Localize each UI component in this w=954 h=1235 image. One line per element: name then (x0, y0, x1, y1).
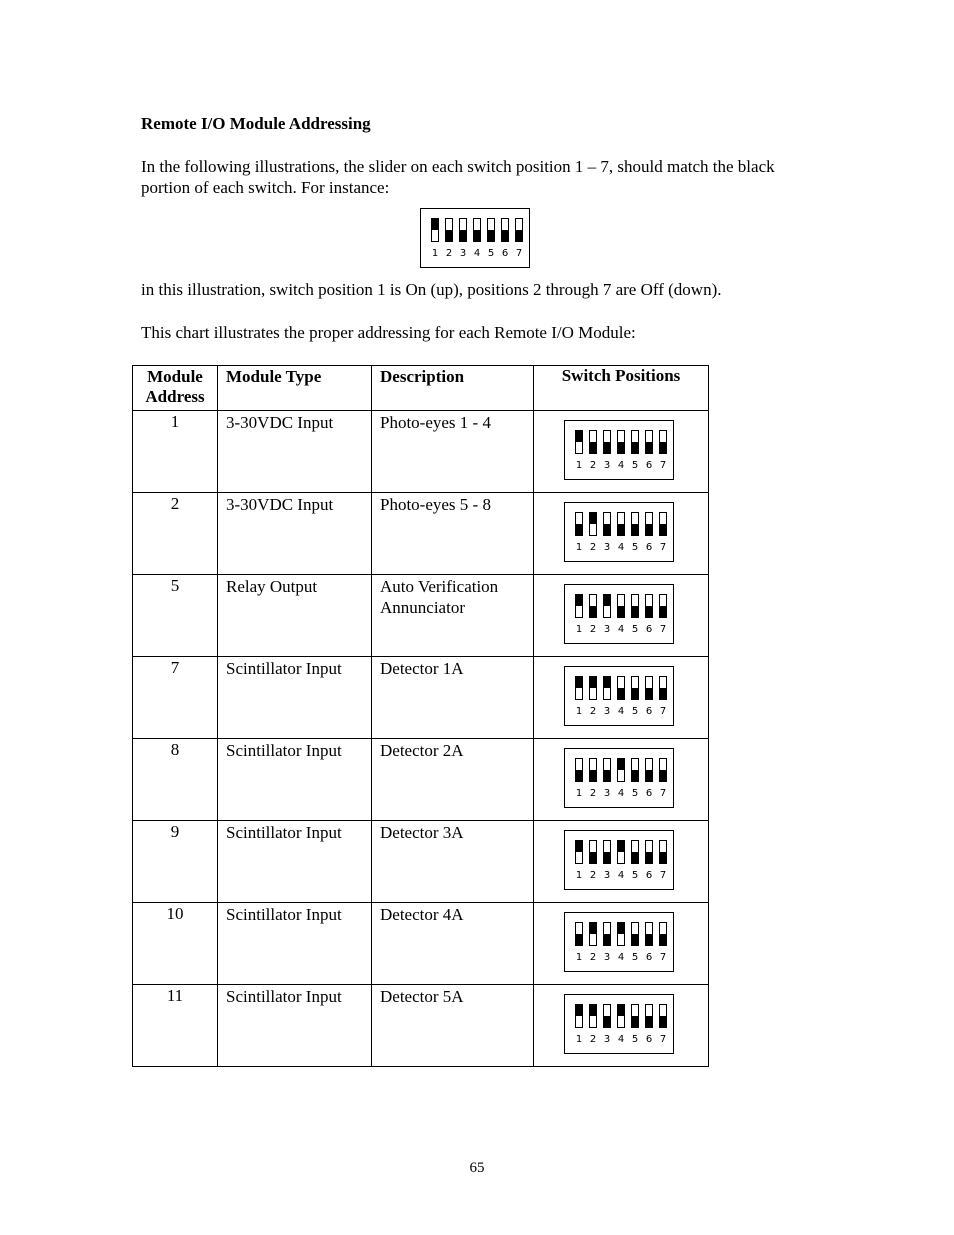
dip-switch-5 (631, 676, 639, 700)
switch-slider (576, 934, 582, 945)
switch-slider (576, 677, 582, 688)
description-cell: Photo-eyes 1 - 4 (372, 411, 534, 493)
switch-slider (604, 934, 610, 945)
switch-slider (618, 442, 624, 453)
switch-slider (604, 1016, 610, 1027)
dip-switch-1 (575, 840, 583, 864)
switch-number-label: 1 (575, 1034, 583, 1045)
switch-slider (660, 1016, 666, 1027)
dip-switch-5 (631, 594, 639, 618)
dip-switch-block (564, 830, 674, 890)
switch-number-label: 5 (631, 624, 639, 635)
table-row (133, 575, 709, 657)
dip-switch-4 (617, 430, 625, 454)
switch-slider (632, 852, 638, 863)
switch-slider (660, 852, 666, 863)
dip-switch-5 (631, 922, 639, 946)
switch-number-label: 3 (603, 952, 611, 963)
module-address-cell: 7 (133, 657, 218, 739)
switch-slider (646, 1016, 652, 1027)
module-type-cell: Scintillator Input (218, 985, 372, 1067)
switch-number-label: 4 (617, 542, 625, 553)
switch-number-label: 6 (645, 788, 653, 799)
dip-switch-5 (631, 758, 639, 782)
module-address-cell: 1 (133, 411, 218, 493)
intro-paragraph: In the following illustrations, the slider on each switch position 1 – 7, should match the black portion of each switch. For instance: (141, 157, 775, 197)
switch-slider (618, 923, 624, 934)
switch-number-label: 4 (617, 460, 625, 471)
dip-switch-2 (589, 1004, 597, 1028)
switch-slider (618, 606, 624, 617)
module-type-cell: 3-30VDC Input (218, 411, 372, 493)
switch-number-label: 7 (659, 706, 667, 717)
switch-slider (632, 442, 638, 453)
dip-switch-2 (589, 594, 597, 618)
switch-slider (632, 688, 638, 699)
switch-slider (590, 852, 596, 863)
dip-switch-3 (603, 676, 611, 700)
switch-slider (646, 606, 652, 617)
switch-slider (488, 230, 494, 241)
header-module-address: Module Address (133, 366, 218, 411)
switch-slider (632, 1016, 638, 1027)
dip-switch-7 (515, 218, 523, 242)
switch-number-label: 7 (659, 460, 667, 471)
dip-switch-7 (659, 1004, 667, 1028)
table-row (133, 493, 709, 575)
dip-switch-6 (645, 512, 653, 536)
description-cell: Detector 5A (372, 985, 534, 1067)
dip-switch-1 (575, 758, 583, 782)
switch-slider (646, 524, 652, 535)
switch-slider (576, 841, 582, 852)
dip-switch-7 (659, 922, 667, 946)
switch-number-label: 6 (645, 460, 653, 471)
switch-positions-cell (534, 821, 709, 903)
switch-number-label: 4 (617, 952, 625, 963)
switch-number-label: 3 (603, 706, 611, 717)
dip-switch-3 (603, 430, 611, 454)
module-address-cell: 10 (133, 903, 218, 985)
switch-number-label: 2 (445, 248, 453, 259)
switch-number-label: 2 (589, 870, 597, 881)
dip-switch-5 (487, 218, 495, 242)
switch-number-label: 4 (473, 248, 481, 259)
switch-slider (646, 442, 652, 453)
table-row (133, 739, 709, 821)
dip-switch-6 (645, 840, 653, 864)
table-row (133, 903, 709, 985)
dip-switch-6 (645, 430, 653, 454)
switch-number-label: 7 (659, 624, 667, 635)
switch-slider (446, 230, 452, 241)
switch-number-label: 6 (645, 706, 653, 717)
switch-number-label: 2 (589, 952, 597, 963)
dip-switch-block (564, 994, 674, 1054)
dip-switch-4 (617, 676, 625, 700)
switch-number-label: 2 (589, 706, 597, 717)
switch-number-label: 4 (617, 870, 625, 881)
switch-slider (576, 1005, 582, 1016)
switch-slider (660, 770, 666, 781)
switch-positions-cell (534, 657, 709, 739)
switch-slider (516, 230, 522, 241)
module-address-cell: 8 (133, 739, 218, 821)
module-type-cell: Scintillator Input (218, 657, 372, 739)
dip-switch-1 (575, 676, 583, 700)
switch-number-label: 5 (631, 788, 639, 799)
switch-slider (576, 595, 582, 606)
module-address-cell: 2 (133, 493, 218, 575)
table-header-row (133, 366, 709, 411)
module-type-cell: Scintillator Input (218, 739, 372, 821)
switch-number-label: 4 (617, 788, 625, 799)
switch-slider (590, 513, 596, 524)
switch-number-label: 3 (603, 1034, 611, 1045)
description-cell: Detector 3A (372, 821, 534, 903)
dip-switch-block (564, 912, 674, 972)
switch-slider (590, 770, 596, 781)
example-dip-switch (420, 208, 530, 268)
header-description: Description (372, 366, 534, 411)
dip-switch-2 (589, 758, 597, 782)
switch-number-label: 5 (631, 706, 639, 717)
addressing-table (132, 365, 709, 1067)
switch-number-label: 1 (575, 460, 583, 471)
switch-slider (618, 759, 624, 770)
dip-switch-7 (659, 594, 667, 618)
switch-number-label: 5 (487, 248, 495, 259)
dip-switch-1 (575, 594, 583, 618)
switch-number-label: 2 (589, 788, 597, 799)
switch-number-label: 1 (575, 706, 583, 717)
dip-switch-4 (617, 512, 625, 536)
dip-switch-3 (603, 594, 611, 618)
switch-slider (618, 841, 624, 852)
switch-slider (604, 852, 610, 863)
switch-positions-cell (534, 903, 709, 985)
description-cell: Detector 1A (372, 657, 534, 739)
dip-switch-4 (473, 218, 481, 242)
switch-slider (646, 688, 652, 699)
dip-switch-5 (631, 1004, 639, 1028)
switch-number-label: 5 (631, 952, 639, 963)
switch-number-label: 2 (589, 460, 597, 471)
switch-slider (576, 431, 582, 442)
switch-slider (632, 770, 638, 781)
description-cell: Detector 4A (372, 903, 534, 985)
switch-number-label: 3 (459, 248, 467, 259)
page-number: 65 (469, 1160, 485, 1176)
dip-switch-block (564, 748, 674, 808)
switch-slider (604, 442, 610, 453)
switch-positions-cell (534, 985, 709, 1067)
dip-switch-block (564, 666, 674, 726)
table-row (133, 657, 709, 739)
description-cell: Auto Verification Annunciator (372, 575, 534, 657)
switch-number-label: 5 (631, 542, 639, 553)
switch-number-label: 7 (659, 1034, 667, 1045)
dip-switch-6 (645, 922, 653, 946)
dip-switch-2 (589, 840, 597, 864)
switch-number-label: 7 (659, 870, 667, 881)
switch-positions-cell (534, 493, 709, 575)
dip-switch-4 (617, 594, 625, 618)
dip-switch-1 (575, 512, 583, 536)
dip-switch-5 (631, 512, 639, 536)
switch-slider (432, 219, 438, 230)
switch-slider (590, 442, 596, 453)
dip-switch-block (564, 584, 674, 644)
switch-number-label: 5 (631, 460, 639, 471)
dip-switch-6 (645, 1004, 653, 1028)
switch-slider (604, 677, 610, 688)
header-module-type: Module Type (218, 366, 372, 411)
dip-switch-6 (645, 676, 653, 700)
switch-number-label: 2 (589, 542, 597, 553)
table-row (133, 985, 709, 1067)
switch-number-label: 5 (631, 870, 639, 881)
switch-number-label: 4 (617, 1034, 625, 1045)
switch-slider (590, 923, 596, 934)
switch-number-label: 2 (589, 1034, 597, 1045)
switch-positions-cell (534, 575, 709, 657)
switch-slider (474, 230, 480, 241)
switch-slider (646, 934, 652, 945)
dip-switch-2 (589, 430, 597, 454)
switch-slider (660, 524, 666, 535)
dip-switch-7 (659, 840, 667, 864)
switch-number-label: 7 (515, 248, 523, 259)
dip-switch-3 (603, 922, 611, 946)
switch-number-label: 7 (659, 952, 667, 963)
switch-number-label: 1 (431, 248, 439, 259)
module-type-cell: Scintillator Input (218, 903, 372, 985)
dip-switch-3 (603, 512, 611, 536)
switch-slider (618, 524, 624, 535)
switch-slider (632, 524, 638, 535)
dip-switch-block (564, 420, 674, 480)
switch-slider (576, 770, 582, 781)
switch-number-label: 6 (645, 624, 653, 635)
switch-number-label: 3 (603, 624, 611, 635)
dip-switch-7 (659, 758, 667, 782)
switch-number-label: 6 (501, 248, 509, 259)
switch-slider (576, 524, 582, 535)
switch-slider (618, 688, 624, 699)
dip-switch-2 (445, 218, 453, 242)
switch-slider (618, 1005, 624, 1016)
dip-switch-2 (589, 922, 597, 946)
switch-slider (660, 442, 666, 453)
switch-slider (590, 1005, 596, 1016)
dip-switch-5 (631, 430, 639, 454)
switch-slider (604, 524, 610, 535)
table-row (133, 821, 709, 903)
dip-switch-2 (589, 512, 597, 536)
dip-switch-4 (617, 922, 625, 946)
switch-slider (632, 606, 638, 617)
switch-slider (632, 934, 638, 945)
switch-slider (590, 677, 596, 688)
dip-switch-3 (603, 758, 611, 782)
switch-slider (604, 595, 610, 606)
dip-switch-4 (617, 840, 625, 864)
switch-slider (590, 606, 596, 617)
module-address-cell: 9 (133, 821, 218, 903)
switch-number-label: 2 (589, 624, 597, 635)
module-address-cell: 5 (133, 575, 218, 657)
example-note: in this illustration, switch position 1 is On (up), positions 2 through 7 are Off (down). (141, 280, 722, 299)
dip-switch-6 (645, 594, 653, 618)
dip-switch-1 (575, 1004, 583, 1028)
switch-slider (660, 688, 666, 699)
dip-switch-6 (645, 758, 653, 782)
switch-number-label: 7 (659, 788, 667, 799)
switch-number-label: 4 (617, 624, 625, 635)
dip-switch-block (564, 502, 674, 562)
switch-number-label: 1 (575, 952, 583, 963)
switch-slider (660, 606, 666, 617)
module-address-cell: 11 (133, 985, 218, 1067)
switch-positions-cell (534, 411, 709, 493)
description-cell: Detector 2A (372, 739, 534, 821)
switch-positions-cell (534, 739, 709, 821)
switch-slider (460, 230, 466, 241)
chart-intro: This chart illustrates the proper addressing for each Remote I/O Module: (141, 323, 636, 342)
switch-number-label: 1 (575, 870, 583, 881)
switch-number-label: 6 (645, 952, 653, 963)
switch-number-label: 6 (645, 542, 653, 553)
dip-switch-4 (617, 1004, 625, 1028)
switch-number-label: 3 (603, 788, 611, 799)
header-switch-positions: Switch Positions (534, 366, 709, 411)
module-type-cell: Relay Output (218, 575, 372, 657)
dip-switch-4 (617, 758, 625, 782)
switch-slider (646, 770, 652, 781)
switch-number-label: 1 (575, 624, 583, 635)
dip-switch-1 (575, 430, 583, 454)
module-type-cell: 3-30VDC Input (218, 493, 372, 575)
dip-switch-3 (603, 1004, 611, 1028)
switch-number-label: 5 (631, 1034, 639, 1045)
dip-switch-3 (603, 840, 611, 864)
dip-switch-1 (575, 922, 583, 946)
switch-number-label: 4 (617, 706, 625, 717)
dip-switch-7 (659, 430, 667, 454)
dip-switch-2 (589, 676, 597, 700)
switch-number-label: 3 (603, 870, 611, 881)
switch-number-label: 7 (659, 542, 667, 553)
module-type-cell: Scintillator Input (218, 821, 372, 903)
switch-number-label: 1 (575, 542, 583, 553)
switch-number-label: 6 (645, 1034, 653, 1045)
dip-switch-5 (631, 840, 639, 864)
switch-number-label: 6 (645, 870, 653, 881)
switch-number-label: 3 (603, 542, 611, 553)
switch-slider (646, 852, 652, 863)
switch-slider (660, 934, 666, 945)
switch-number-label: 3 (603, 460, 611, 471)
dip-switch-7 (659, 512, 667, 536)
switch-slider (604, 770, 610, 781)
dip-switch-3 (459, 218, 467, 242)
switch-number-label: 1 (575, 788, 583, 799)
dip-switch-7 (659, 676, 667, 700)
description-cell: Photo-eyes 5 - 8 (372, 493, 534, 575)
dip-switch-6 (501, 218, 509, 242)
dip-switch-1 (431, 218, 439, 242)
section-heading: Remote I/O Module Addressing (141, 114, 371, 133)
switch-slider (502, 230, 508, 241)
table-row (133, 411, 709, 493)
